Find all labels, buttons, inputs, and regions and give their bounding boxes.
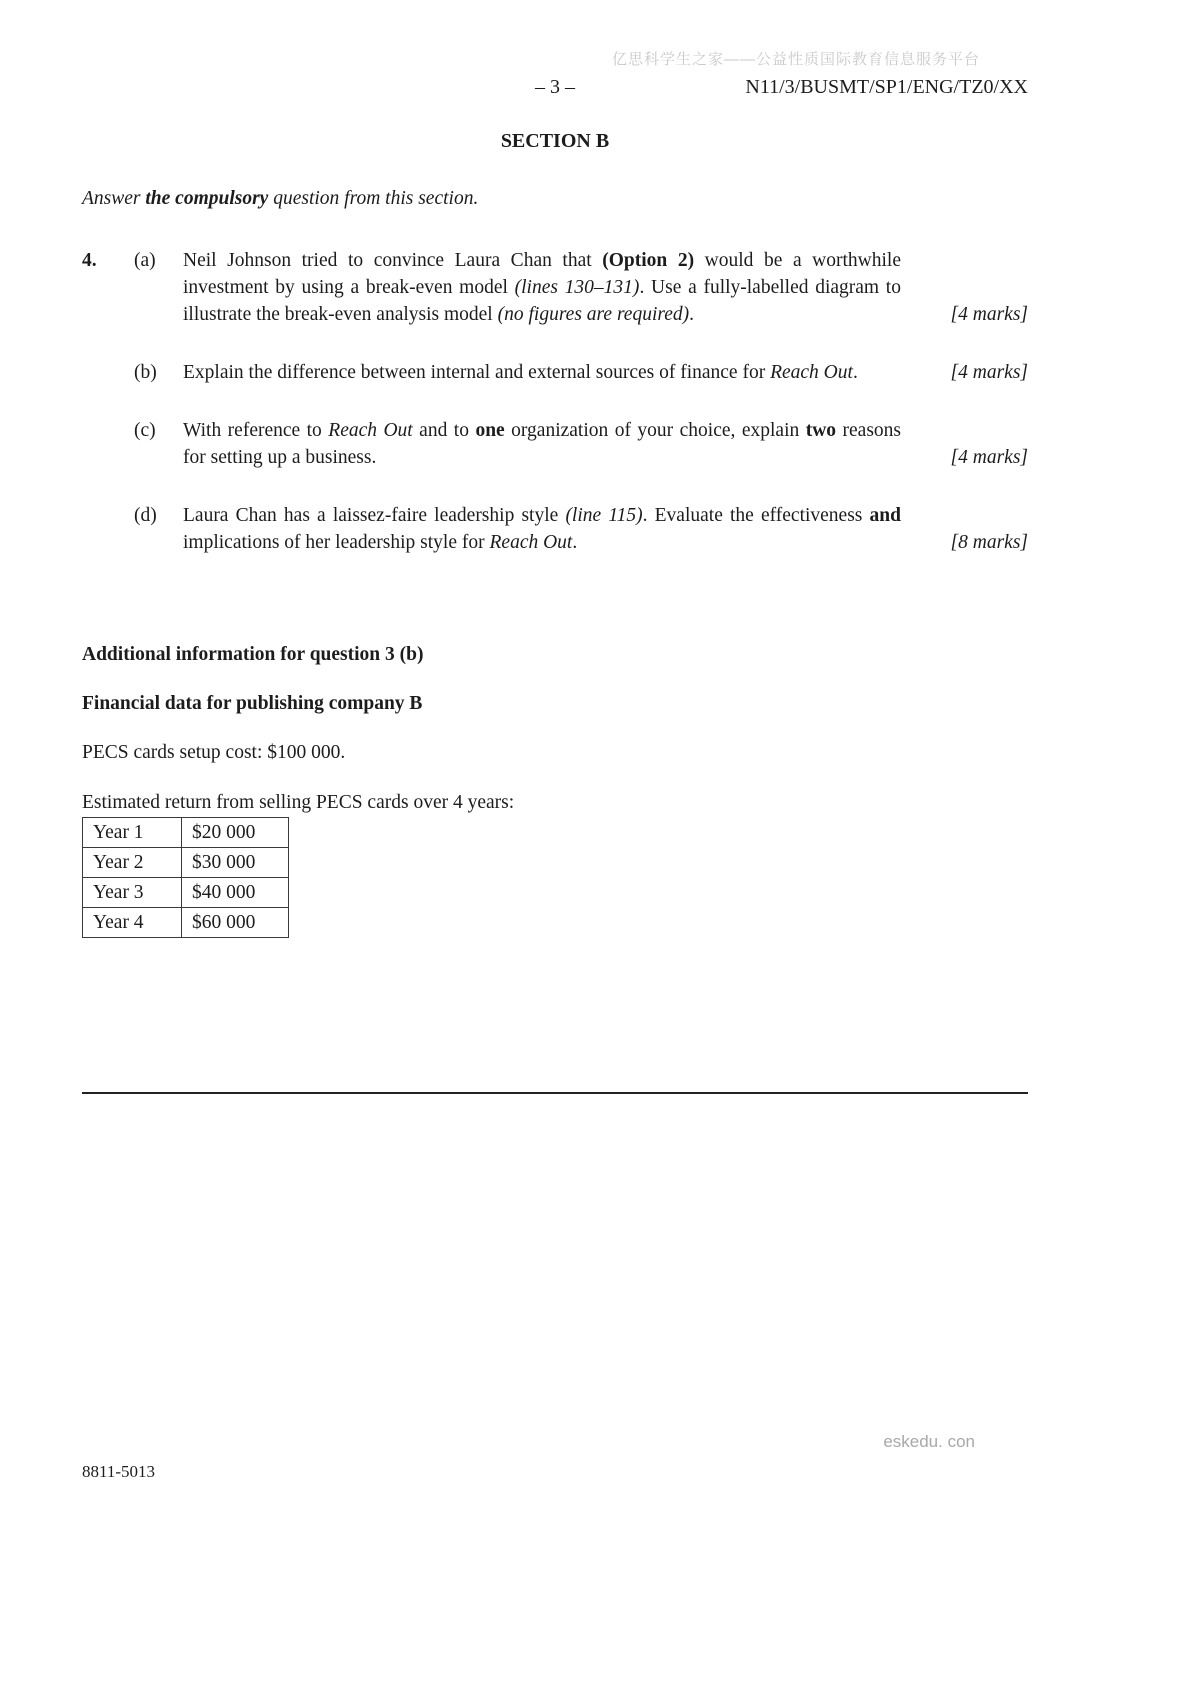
watermark-bottom: eskedu. con	[883, 1432, 975, 1451]
part-label: (b)	[134, 362, 157, 383]
year-cell: Year 4	[83, 908, 182, 938]
amount-cell: $40 000	[182, 878, 289, 908]
additional-info-heading: Additional information for question 3 (b)	[82, 644, 424, 665]
section-title: SECTION B	[500, 130, 610, 152]
paper-code: N11/3/BUSMT/SP1/ENG/TZ0/XX	[745, 76, 1028, 98]
part-text: Laura Chan has a laissez-faire leadership style (line 115). Evaluate the effectiveness and implications of her leadership style for Reach Out.	[183, 505, 901, 553]
returns-table	[82, 817, 289, 938]
watermark-top: 亿思科学生之家——公益性质国际教育信息服务平台	[611, 51, 980, 68]
question-4	[82, 247, 1028, 556]
table-intro-text: Estimated return from selling PECS cards over 4 years:	[82, 792, 515, 813]
question-number: 4.	[82, 250, 97, 271]
doc-number: 8811-5013	[82, 1462, 156, 1481]
question-part-b	[134, 359, 1028, 386]
part-marks: [4 marks]	[950, 304, 1028, 325]
amount-cell: $20 000	[182, 818, 289, 848]
year-cell: Year 3	[83, 878, 182, 908]
table-row	[83, 878, 289, 908]
page-header	[82, 76, 1028, 104]
part-marks: [4 marks]	[950, 362, 1028, 383]
part-label: (d)	[134, 505, 157, 526]
page-number: – 3 –	[535, 76, 575, 98]
setup-cost-text: PECS cards setup cost: $100 000.	[82, 742, 346, 763]
table-row	[83, 848, 289, 878]
part-marks: [4 marks]	[950, 447, 1028, 468]
year-cell: Year 1	[83, 818, 182, 848]
section-instruction: Answer the compulsory question from this section.	[82, 188, 479, 209]
amount-cell: $30 000	[182, 848, 289, 878]
part-label: (c)	[134, 420, 156, 441]
question-part-a	[134, 247, 1028, 328]
part-text: Neil Johnson tried to convince Laura Chan that (Option 2) would be a worthwhile investment by using a break-even model (lines 130–131). Use a fully-labelled diagram to illustrate the break-even analysis model (no figures are required).	[183, 250, 901, 325]
table-row	[83, 908, 289, 938]
part-text: With reference to Reach Out and to one organization of your choice, explain two reasons for setting up a business.	[183, 420, 901, 468]
amount-cell: $60 000	[182, 908, 289, 938]
table-row	[83, 818, 289, 848]
page-content	[82, 0, 1028, 938]
financial-data-heading: Financial data for publishing company B	[82, 693, 423, 714]
year-cell: Year 2	[83, 848, 182, 878]
question-parts	[134, 247, 1028, 556]
part-marks: [8 marks]	[950, 532, 1028, 553]
question-part-d	[134, 502, 1028, 556]
part-text: Explain the difference between internal and external sources of finance for Reach Out.	[183, 362, 858, 383]
question-part-c	[134, 417, 1028, 471]
divider-line	[82, 1092, 1028, 1094]
part-label: (a)	[134, 250, 156, 271]
